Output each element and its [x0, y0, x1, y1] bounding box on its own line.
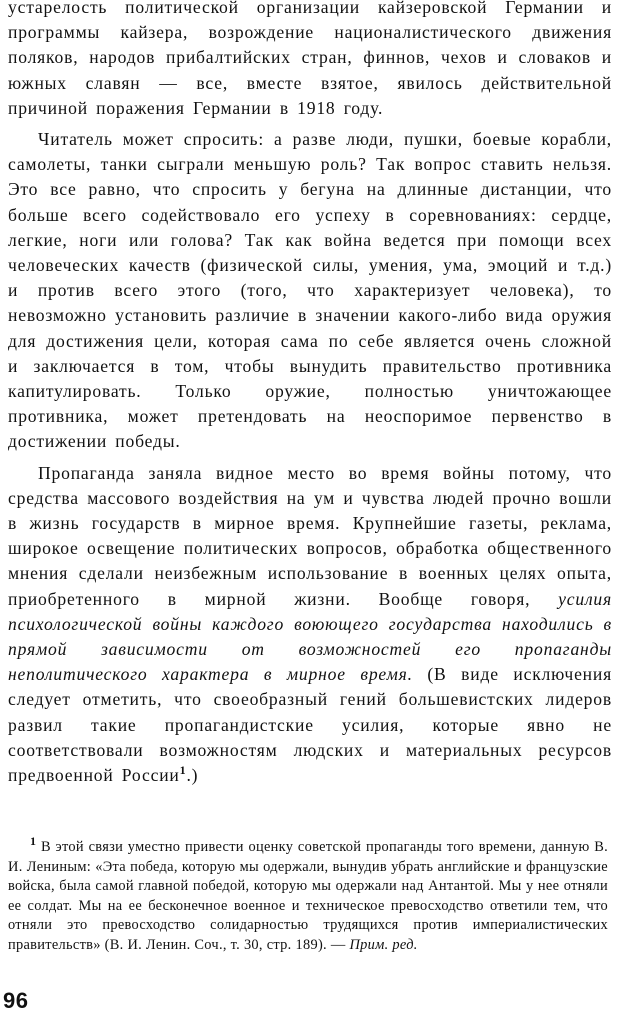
paragraph-1 — [8, 0, 612, 121]
paragraph-3-text-end: .) — [186, 765, 199, 786]
paragraph-3 — [8, 461, 612, 789]
footnote-text: В этой связи уместно привести оценку советской пропаганды того времени, данную В. И. Лениным: «Эта победа, которую мы одержали, вынудив убрать английские и французские войска, была самой главной победой, которую мы одержали над Антантой. Мы у нее отняли ее солдат. Мы на ее бесконечное военное и техническое превосходство ответили тем, что отняли это превосходство солидарностью трудящихся против империалистических правительств» (В. И. Ленин. Соч., т. 30, стр. 189). — — [8, 839, 608, 953]
paragraph-1-text: устарелость политической организации кайзеровской Германии и программы кайзера, возрождение националистического движения поляков, народов прибалтийских стран, финнов, чехов и словаков и южных славян — все, вместе взятое, явилось действительной причиной поражения Германии в 1918 году. — [8, 0, 612, 118]
footnote-number: 1 — [30, 834, 37, 849]
paragraph-2 — [8, 127, 612, 455]
main-text — [8, 0, 612, 794]
footnote — [8, 834, 608, 956]
page-number: 96 — [3, 988, 29, 1013]
paragraph-3-text-after: (В виде исключения следует отметить, что своеобразный гений большевистских лидеров развил такие пропагандистские усилия, которые явно не соответствовали возможностям людских и материальных ресурсов предвоенной России — [8, 664, 612, 786]
footnote-marker: 1 — [179, 763, 187, 778]
footnote-attribution: Прим. ред. — [349, 936, 418, 953]
paragraph-3-text-before: Пропаганда заняла видное место во время войны потому, что средства массового воздействия на ум и чувства людей прочно вошли в жизнь государств в мирное время. Крупнейшие газеты, реклама, широкое освещение политических вопросов, обработка общественного мнения сделали неизбежным использование в военных целях опыта, приобретенного в мирной жизни. Вообще говоря, — [8, 462, 612, 609]
paragraph-3-italic-emphasis: усилия психологической войны каждого воюющего государства находились в прямой зависимости от возможностей его пропаганды неполитического характера в мирное время. — [8, 588, 612, 685]
paragraph-2-text: Читатель может спросить: а разве люди, пушки, боевые корабли, самолеты, танки сыграли меньшую роль? Так вопрос ставить нельзя. Это все равно, что спросить у бегуна на длинные дистанции, что больше всего содействовало его успеху в соревнованиях: сердце, легкие, ноги или голова? Так как война ведется при помощи всех человеческих качеств (физической силы, умения, ума, эмоций и т.д.) и против всего этого (того, что характеризует человека), то невозможно установить различие в значении какого-либо вида оружия для достижения цели, которая сама по себе является очень сложной и заключается в том, чтобы вынудить правительство противника капитулировать. Только оружие, полностью уничтожающее противника, может претендовать на неоспоримое первенство в достижении победы. — [8, 129, 612, 452]
